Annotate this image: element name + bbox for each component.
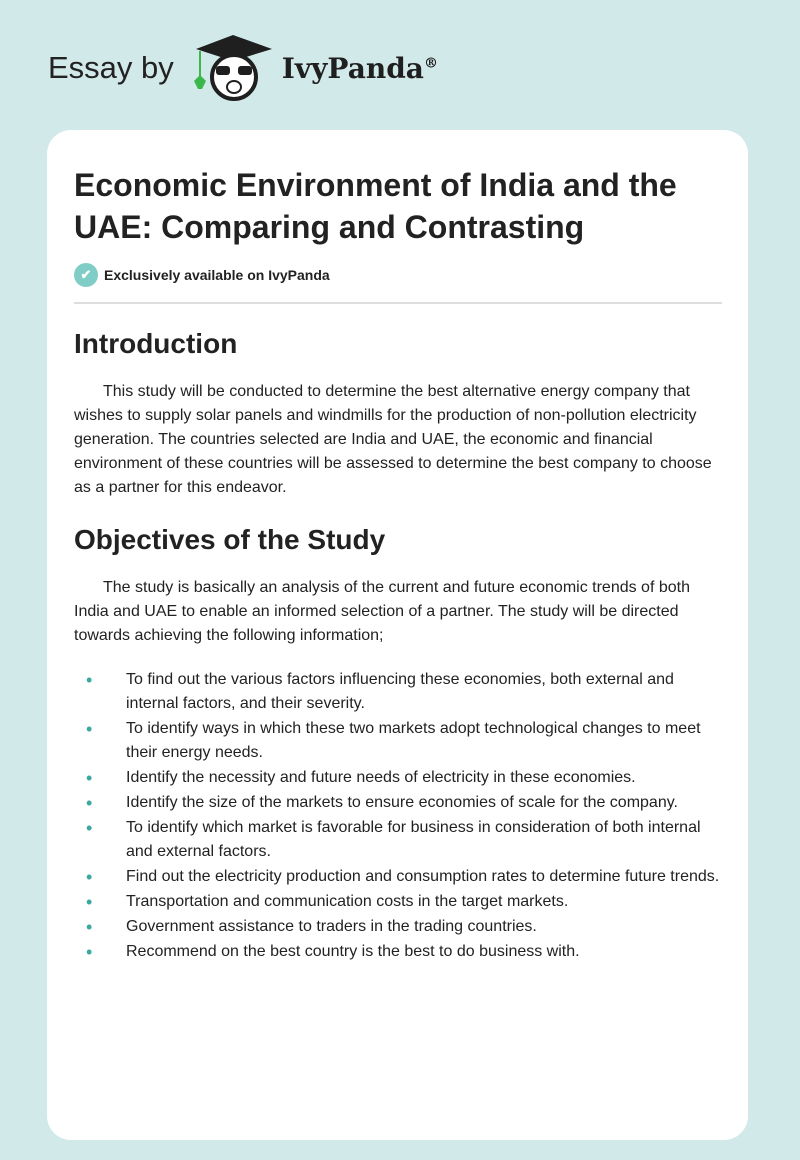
paragraph: The study is basically an analysis of the current and future economic trends of both India and UAE to enable an informed selection of a partner. The study will be directed towards achieving the following information; <box>74 579 690 644</box>
panda-logo-icon <box>192 33 274 103</box>
list-item: • Transportation and communication costs in the target markets. <box>74 890 724 914</box>
section-heading: Introduction <box>74 328 238 359</box>
list-item: • Government assistance to traders in the trading countries. <box>74 915 724 939</box>
list-item: • To identify which market is favorable for business in consideration of both internal and external factors. <box>74 816 724 864</box>
header <box>48 38 438 98</box>
objectives-list <box>74 668 724 964</box>
list-item: • Recommend on the best country is the best to do business with. <box>74 940 724 964</box>
check-icon: ✔ <box>74 263 98 287</box>
exclusive-label: Exclusively available on IvyPanda <box>104 267 330 283</box>
brand-name: IvyPanda® <box>281 51 438 85</box>
list-item: • Identify the necessity and future needs of electricity in these economies. <box>74 766 724 790</box>
essay-card <box>47 130 748 1140</box>
list-item: • Identify the size of the markets to ensure economies of scale for the company. <box>74 791 724 815</box>
divider <box>74 302 722 304</box>
essay-by-label: Essay by <box>48 50 174 85</box>
paragraph: This study will be conducted to determine the best alternative energy company that wishes to supply solar panels and windmills for the production of non-pollution electricity generation. The countries selected are India and UAE, the economic and financial environment of these countries will be assessed to determine the best company to choose as a partner for this endeavor. <box>74 383 712 496</box>
section-heading: Objectives of the Study <box>74 524 386 555</box>
exclusive-badge <box>74 263 330 287</box>
list-item: • Find out the electricity production and consumption rates to determine future trends. <box>74 865 724 889</box>
page-title: Economic Environment of India and the UAE: Comparing and Contrasting <box>74 167 677 245</box>
list-item: • To find out the various factors influencing these economies, both external and internal factors, and their severity. <box>74 668 724 716</box>
list-item: • To identify ways in which these two markets adopt technological changes to meet their energy needs. <box>74 717 724 765</box>
